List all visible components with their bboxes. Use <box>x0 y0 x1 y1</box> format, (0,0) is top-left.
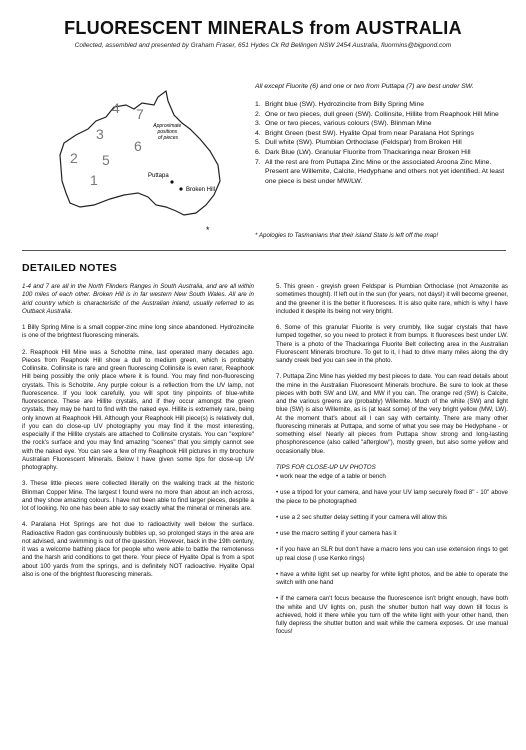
legend-item: 2. One or two pieces, dull green (SW). Collinsite, Hillite from Reaphook Hill Mine <box>255 110 499 118</box>
map-place-broken-hill: Broken Hill <box>186 187 216 193</box>
tip-item: • if you have an SLR but don't have a macro lens you can use extension rings to get up real close (I use Kenko rings) <box>276 546 508 563</box>
credit-line: Collected, assembled and presented by Graham Fraser, 651 Hydes Ck Rd Bellingen NSW 2454 Australia, fluormins@bigpond.com <box>74 42 452 49</box>
tip-item: • use a tripod for your camera, and have your UV lamp securely fixed 8" - 10" above the piece to be photographed <box>276 489 508 506</box>
legend-intro: All except Fluorite (6) and one or two from Puttapa (7) are best under SW. <box>255 83 474 90</box>
tips-heading: TIPS FOR CLOSE-UP UV PHOTOS <box>276 463 376 471</box>
map-number-5: 5 <box>102 152 110 168</box>
legend-item: 7. All the rest are from Puttapa Zinc Mine or the associated Aroona Zinc Mine. Present are Willemite, Calcite, Hedyphane and others not yet identified. At least one piece is best under MW/LW. <box>255 158 505 185</box>
note-paragraph: 5. This green - greyish green Feldspar is Plumbian Orthoclase (not Amazonite as sometimes thought). If left out in the sun (for years, not days!) it will become greener, and the greener it is the better it fluoresces. It is also quite rare, which is why I have included it despite its being not very bright. <box>276 283 508 315</box>
apology-note: * Apologies to Tasmanians that their island State is left off the map! <box>255 232 439 239</box>
legend-item: 3. One or two pieces, various colours (SW). Blinman Mine <box>255 120 432 128</box>
note-paragraph: 1-4 and 7 are all in the North Flinders Ranges in South Australia, and are all within 100 miles of each other. Broken Hill is in far western New South Wales. All are in arid country which is characteristic of the Australian inland, usually referred to as Outback Australia. <box>22 283 254 315</box>
tip-item: • use the macro setting if your camera has it <box>276 530 508 538</box>
tasmania-asterisk: * <box>206 225 210 235</box>
broken-hill-dot <box>179 187 182 190</box>
legend-item: 1. Bright blue (SW). Hydrozincite from Billy Spring Mine <box>255 101 425 108</box>
tip-item: • if the camera can't focus because the fluorescence isn't bright enough, have both the white and UV lights on, push the shutter button half way down till focus is achieved, hold it there while you turn off the white light with your other hand, then fully depress the shutter button and wait while the camera exposes. Or use manual focus! <box>276 595 508 636</box>
tip-item: • work near the edge of a table or bench <box>276 473 508 481</box>
tip-item: • have a white light set up nearby for white light photos, and be able to operate the switch with one hand <box>276 571 508 588</box>
note-paragraph: 4. Paralana Hot Springs are hot due to radioactivity well below the surface. Radioactive Radon gas continuously bubbles up, so prolonged stays in the area are not advised, and swimming is out of the question. However, back in the 19th century, it was a welcome bathing place for people who were able to battle the remoteness and the harsh arid conditions to get there. Your piece of Hyalite Opal is from a spot about 100 yards from the springs, and is definitely NOT radioactive. Hyalite Opal also is one of the brightest fluorescing minerals. <box>22 521 254 578</box>
note-paragraph: 6. Some of this granular Fluorite is very crumbly, like sugar crystals that have lumped together, so you need to protect it from bumps. It fluoresces best under LW. There is a photo of the Thackaringa Fluorite Belt collecting area in the Australian Fluorescent Minerals brochure. To get to it, I had to drive many miles along the dry sandy creek bed you can see in the photo. <box>276 324 508 364</box>
map-number-4: 4 <box>112 100 120 116</box>
puttapa-dot <box>170 180 173 183</box>
note-paragraph: 2. Reaphook Hill Mine was a Scholzite mine, last operated many decades ago. Pieces from Reaphook Hill show a dull to medium green, which is probably Collinsite. Collinsite is rare and green fluorescing Collinsite is even rarer, Reaphook Hill being possibly the only place where it is found. You may find non-fluorescing crystals. This is Scholzite. Any purple colour is a reflection from the UV lamp, not fluorescence. If you look carefully, you will spot tiny pinpoints of blue-white fluorescence. These are Hillite crystals, and if they occur amongst the green crystals, they may be hard to find with the naked eye. Hillite is extremely rare, being only known at Reaphook Hill. Although your Reaphook Hill piece(s) is relatively dull, if you can do close-up UV photography you may find it the most interesting, especially if the Hillite crystals are attached to Collinsite crystals. You can "explore" the rock's surface and you may find amazing "scenes" that you simply cannot see with the naked eye. You can see a few of my Reaphook Hill pictures in my brochure Australian Fluorescent Minerals. Below I have given some tips for close-up UV photography. <box>22 348 254 471</box>
notes-left-column <box>22 283 254 587</box>
divider <box>22 250 506 251</box>
legend-list <box>255 100 515 186</box>
map-caption: Approximate positions of pieces <box>153 123 182 141</box>
map-number-2: 2 <box>70 150 78 166</box>
note-paragraph: 7. Puttapa Zinc Mine has yielded my best pieces to date. You can read details about the mine in the Australian Fluorescent Minerals brochure. Be sure to look at these pieces with both SW and LW, and MW if you can. The orange red (SW) is Calcite, and the various greens are (probably) Willemite. Much of the white (SW) and light blue (SW) is also Willemite, as is (at least some) of the very bright yellow (MW, LW). At the moment that's about all I can say with certainty. There are many other fluorescing minerals at Puttapa, and some of what you see may be Hedyphane - or something else! Nearly all pieces from Puttapa show strong and long-lasting phosphorescence (also called "afterglow"), mostly green, but also some yellow and occasionally blue. <box>276 373 508 455</box>
map-number-1: 1 <box>90 172 98 188</box>
legend-item: 6. Dark Blue (LW). Granular Fluorite from Thackaringa near Broken Hill <box>255 148 471 156</box>
map-number-7: 7 <box>136 106 144 122</box>
map-place-puttapa: Puttapa <box>148 173 169 179</box>
page-title: FLUORESCENT MINERALS from AUSTRALIA <box>64 18 462 38</box>
australia-map <box>50 85 240 235</box>
note-paragraph: 1 Billy Spring Mine is a small copper-zinc mine long since abandoned. Hydrozincite is one of the brightest fluorescing minerals. <box>22 324 254 340</box>
legend-item: 4. Bright Green (best SW). Hyalite Opal from near Paralana Hot Springs <box>255 129 474 137</box>
map-number-3: 3 <box>96 126 104 142</box>
map-number-6: 6 <box>134 138 142 154</box>
tip-item: • use a 2 sec shutter delay setting if your camera will allow this <box>276 514 508 522</box>
note-paragraph: 3. These little pieces were collected literally on the walking track at the historic Blinman Copper Mine. The largest I found were no more than about an inch across, and they show amazing colours. I have not been able to find larger pieces, despite a lot of looking. No one has been able to say exactly what the mineral or minerals are. <box>22 480 254 512</box>
legend-item: 5. Dull white (SW). Plumbian Orthoclase (Feldspar) from Broken Hill <box>255 139 462 147</box>
section-heading: DETAILED NOTES <box>22 262 118 274</box>
notes-right-column <box>276 283 508 645</box>
